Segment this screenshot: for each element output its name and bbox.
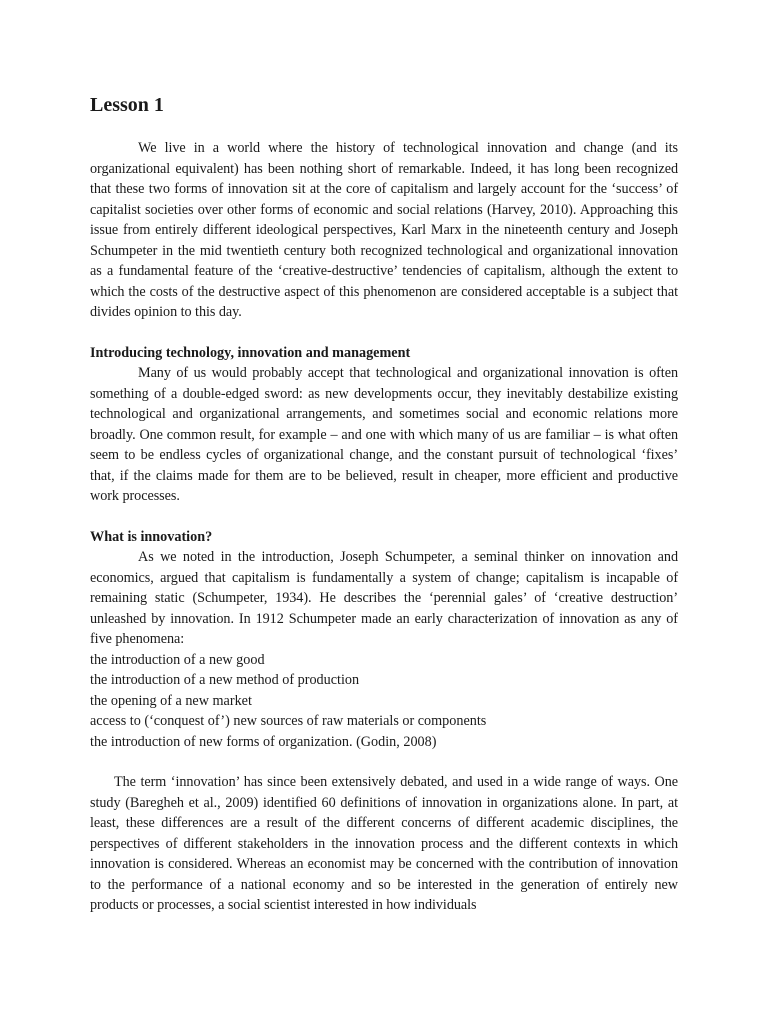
section-spacer [90, 507, 678, 527]
list-item: the introduction of new forms of organization. (Godin, 2008) [90, 733, 437, 750]
section-spacer [90, 752, 678, 772]
list-item: access to (‘conquest of’) new sources of raw materials or components [90, 713, 487, 729]
list-item: the opening of a new market [90, 692, 252, 709]
intro-paragraph: We live in a world where the history of technological innovation and change (and its organizational equivalent) has been nothing short of remarkable. Indeed, it has long been recognized that these two forms of innovation sit at the core of capitalism and largely account for the ‘success’ of capitalist societies over other forms of economic and social relations (Harvey, 2010). Approaching this issue from entirely different ideological perspectives, Karl Marx in the nineteenth century and Joseph Schumpeter in the mid twentieth century both recognized technological and organizational innovation as a fundamental feature of the ‘creative-destructive’ tendencies of capitalism, although the extent to which the costs of the destructive aspect of this phenomenon are considered acceptable is a subject that divides opinion to this day. [90, 140, 678, 320]
list-item: the introduction of a new method of production [90, 672, 360, 688]
section-heading-innovation: What is innovation? [90, 528, 213, 545]
section-paragraph-innovation: As we noted in the introduction, Joseph Schumpeter, a seminal thinker on innovation and economics, argued that capitalism is fundamentally a system of change; capitalism is incapable of remaining static (Schumpeter, 1934). He describes the ‘perennial gales’ of ‘creative destruction’ unleashed by innovation. In 1912 Schumpeter made an early characterization of innovation as any of five phenomena: [90, 549, 678, 647]
innovation-definition-paragraph: The term ‘innovation’ has since been extensively debated, and used in a wide range of ways. One study (Baregheh et al., 2009) identified 60 definitions of innovation in organizations alone. In part, at least, these differences are a result of the different concerns of different academic disciplines, the perspectives of different stakeholders in the innovation process and the different contexts in which innovation is considered. Whereas an economist may be concerned with the contribution of innovation to the performance of a national economy and so be interested in the generation of entirely new products or processes, a social scientist interested in how individuals [90, 774, 678, 913]
lesson-title: Lesson 1 [90, 94, 164, 116]
document-page [90, 92, 678, 916]
innovation-phenomena-list [90, 650, 678, 753]
section-spacer [90, 323, 678, 343]
section-paragraph-technology: Many of us would probably accept that technological and organizational innovation is often something of a double-edged sword: as new developments occur, they inevitably destabilize existing technological and organizational arrangements, and sometimes social and economic relations more broadly. One common result, for example – and one with which many of us are familiar – is what often seem to be endless cycles of organizational change, and the constant pursuit of technological ‘fixes’ that, if the claims made for them are to be believed, result in cheaper, more efficient and productive work processes. [90, 365, 678, 504]
section-heading-technology: Introducing technology, innovation and management [90, 344, 411, 361]
list-item: the introduction of a new good [90, 651, 265, 668]
